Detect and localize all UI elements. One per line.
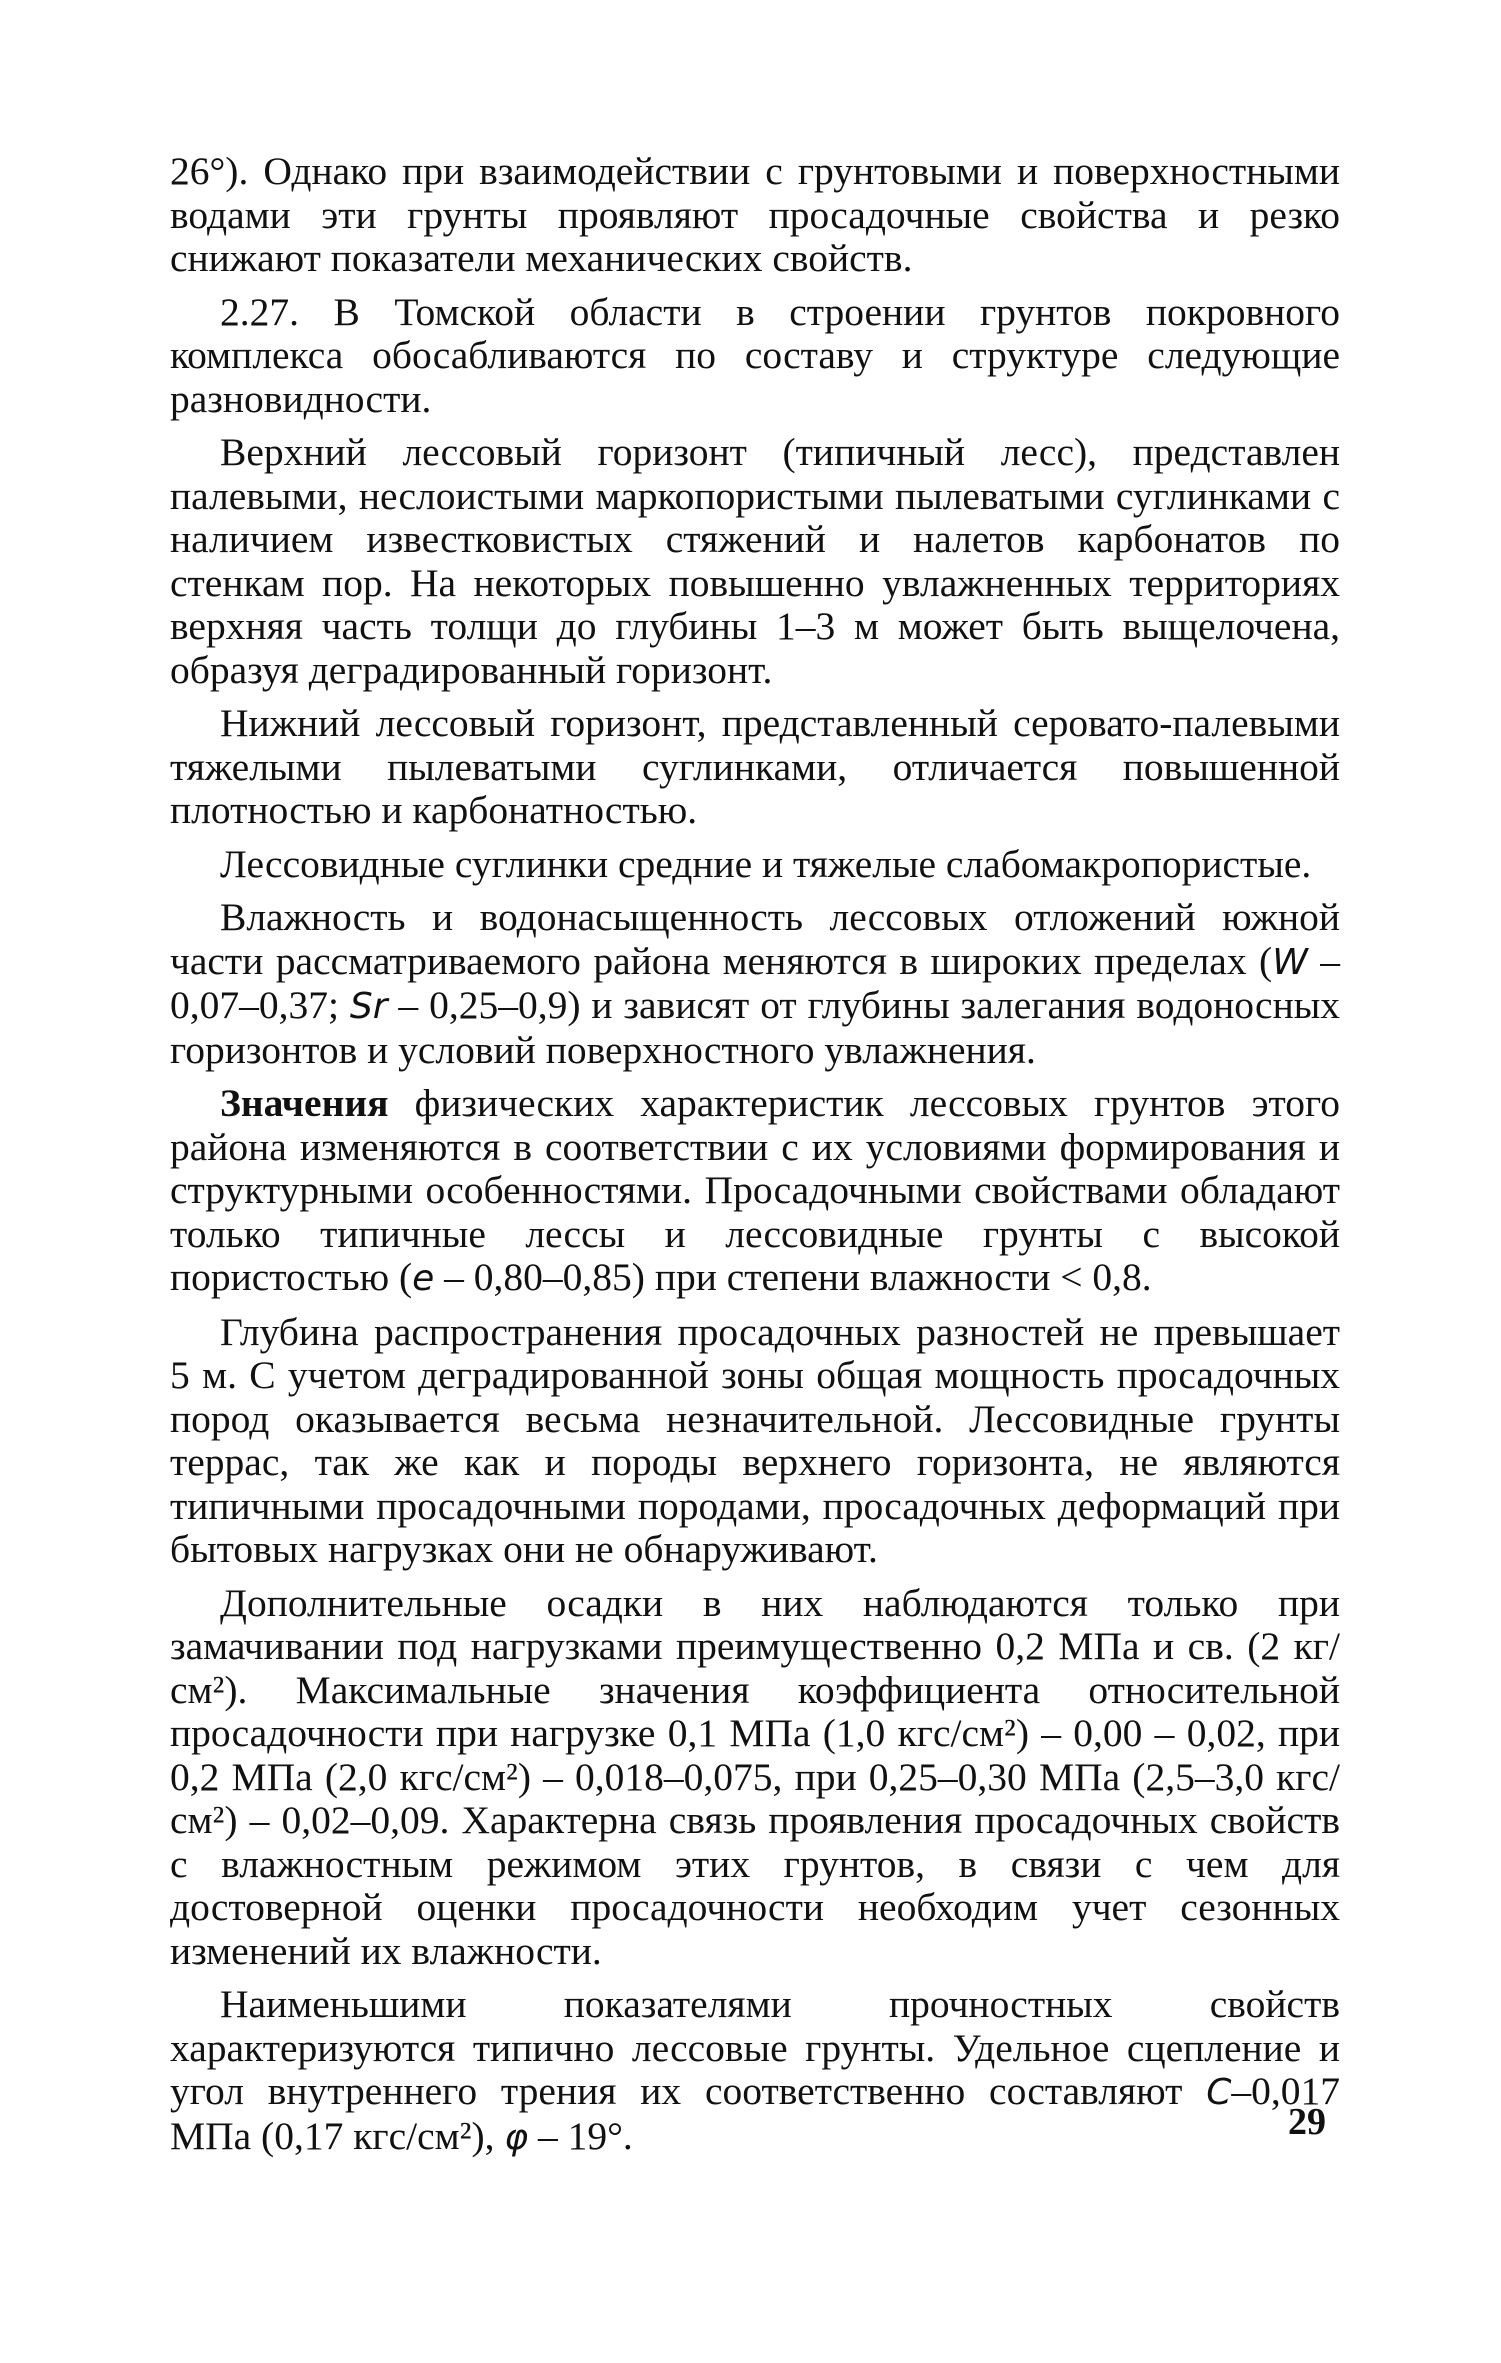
text-run: – 0,07–0,37; <box>170 938 1340 1027</box>
text-run: – 19°. <box>528 2113 633 2158</box>
paragraph-section-2-27: 2.27. В Томской области в строении грунтов покровного комплекса обосабливаются по составу и структуре следующие разновидности. <box>170 289 1340 421</box>
text-run: – 0,25–0,9) и зависят от глубины залегания водоносных горизонтов и условий поверхностного увлажнения. <box>170 983 1340 1072</box>
paragraph-moisture <box>170 896 1340 1072</box>
symbol-c: C <box>1206 2072 1232 2113</box>
symbol-w: W <box>1272 941 1308 983</box>
paragraph: Нижний лессовый горизонт, представленный серовато-палевыми тяжелыми пылеватыми суглинками, отличается повышенной плотностью и карбонатностью. <box>170 701 1340 832</box>
paragraph: 26°). Однако при взаимодействии с грунтовыми и поверхностными водами эти грунты проявляют просадочные свойства и резко снижают показатели механических свойств. <box>170 149 1340 280</box>
symbol-phi: φ <box>504 2116 529 2158</box>
text-run: – 0,80–0,85) при степени влажности < 0,8. <box>434 1255 1152 1299</box>
text-run: Наименьшими показателями прочностных свойств характеризуются типично лессовые грунты. Удельное сцепление и угол внутреннего трения их соответственно составляют <box>170 1982 1340 2113</box>
text-run: –0,017 МПа (0,17 кгс/см²), <box>170 2069 1340 2158</box>
paragraph: Верхний лессовый горизонт (типичный лесс), представлен палевыми, неслоистыми маркопористыми пылеватыми суглинками с наличием известковистых стяжений и налетов карбонатов по стенкам пор. На некоторых повышенно увлажненных территориях верхняя часть толщи до глубины 1–3 м может быть выщелочена, образуя деградированный горизонт. <box>170 430 1340 692</box>
paragraph: Лессовидные суглинки средние и тяжелые слабомакропористые. <box>220 841 1312 886</box>
paragraph-values <box>170 1082 1340 1301</box>
page-body <box>170 150 1340 2169</box>
page-number: 29 <box>1288 2101 1326 2143</box>
symbol-e: e <box>412 1258 435 1299</box>
paragraph: Дополнительные осадки в них наблюдаются только при замачивании под нагрузками преимущественно 0,2 МПа и св. (2 кг/см²). Максимальные значения коэффициента относительной просадочности при нагрузке 0,1 МПа (1,0 кгс/см²) – 0,00 – 0,02, при 0,2 МПа (2,0 кгс/см²) – 0,018–0,075, при 0,25–0,30 МПа (2,5–3,0 кгс/см²) – 0,02–0,09. Характерна связь проявления просадочных свойств с влажностным режимом этих грунтов, в связи с чем для достоверной оценки просадочности необходим учет сезонных изменений их влажности. <box>170 1580 1340 1973</box>
text-run: физических характеристик лессовых грунтов этого района изменяются в соответствии с их условиями формирования и структурными особенностями. Просадочными свойствами обладают только типичные лессы и лессовидные грунты с высокой пористостью ( <box>170 1081 1340 1299</box>
lead-word: Значения <box>220 1081 389 1125</box>
symbol-sr: Sr <box>349 986 388 1027</box>
paragraph-strength <box>170 1983 1340 2159</box>
text-run: Влажность и водонасыщенность лессовых отложений южной части рассматриваемого района меняются в широких пределах ( <box>170 895 1340 983</box>
paragraph: Глубина распространения просадочных разностей не превышает 5 м. С учетом деградированной зоны общая мощность просадочных пород оказывается весьма незначительной. Лессовидные грунты террас, так же как и породы верхнего горизонта, не являются типичными просадочными породами, просадочных деформаций при бытовых нагрузках они не обнаруживают. <box>170 1309 1340 1571</box>
